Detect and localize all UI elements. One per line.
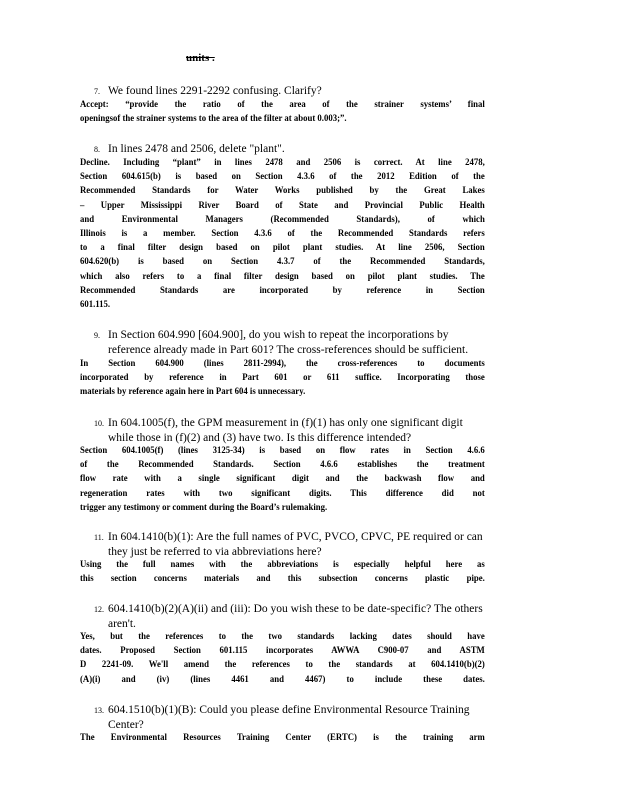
answer-line: of the Recommended Standards. Section 4.6.6 establishes the treatment: [80, 460, 485, 471]
answer-line: regeneration rates with two significant digits. This difference did not: [80, 488, 485, 499]
question-text: aren't.: [108, 618, 136, 630]
answer-line: (A)(i) and (iv) (lines 4461 and 4467) to include these dates.: [80, 674, 485, 685]
question-number: 9.: [94, 331, 100, 340]
question-8: [94, 142, 534, 157]
question-11: [94, 530, 534, 559]
answer-line: Section 604.615(b) is based on Section 4.3.6 of the 2012 Edition of the: [80, 172, 485, 183]
question-number: 12.: [94, 605, 104, 614]
answer-line: D 2241-09. We'll amend the references to the standards at 604.1410(b)(2): [80, 660, 485, 671]
answer-line: Accept: “provide the ratio of the area of the strainer systems’ final: [80, 100, 485, 110]
question-text: reference already made in Part 601? The cross-references should be sufficient.: [108, 344, 469, 356]
question-number: 8.: [94, 145, 100, 154]
answer-line: Using the full names with the abbreviations is especially helpful here as: [80, 560, 485, 570]
question-text: while those in (f)(2) and (3) have two. Is this difference intended?: [108, 432, 412, 444]
answer-line: Recommended Standards for Water Works published by the Great Lakes: [80, 186, 485, 197]
answer-line: which also refers to a final filter design based on pilot plant studies. The: [80, 271, 485, 282]
question-9: [94, 328, 534, 357]
answer-line: this section concerns materials and this subsection concerns plastic pipe.: [80, 574, 485, 585]
answer-line: In Section 604.900 (lines 2811-2994), the cross-references to documents: [80, 359, 485, 369]
answer-line: Illinois is a member. Section 4.3.6 of the Recommended Standards refers: [80, 229, 485, 240]
question-number: 10.: [94, 419, 104, 428]
question-number: 11.: [94, 533, 104, 542]
question-number: 7.: [94, 87, 100, 96]
answer-11: [80, 558, 485, 586]
answer-line: 601.115.: [80, 300, 111, 311]
answer-13: [80, 731, 485, 745]
question-text: In 604.1005(f), the GPM measurement in (f)(1) has only one significant digit: [108, 417, 463, 429]
question-text: they just be referred to via abbreviations here?: [108, 546, 322, 558]
answer-line: Decline. Including “plant” in lines 2478 and 2506 is correct. At line 2478,: [80, 158, 485, 168]
question-text: In 604.1410(b)(1): Are the full names of PVC, PVCO, CPVC, PE required or can: [108, 531, 483, 543]
answer-line: Recommended Standards are incorporated by reference in Section: [80, 285, 485, 296]
question-text: In lines 2478 and 2506, delete "plant".: [108, 143, 285, 155]
question-text: Center?: [108, 719, 144, 731]
answer-7: [80, 98, 485, 126]
question-text: We found lines 2291-2292 confusing. Clarify?: [108, 85, 322, 97]
question-number: 13.: [94, 706, 104, 715]
answer-10: [80, 444, 485, 515]
answer-line: openingsof the strainer systems to the area of the filter at about 0.003;”.: [80, 114, 347, 125]
question-text: 604.1410(b)(2)(A)(ii) and (iii): Do you wish these to be date-specific? The others: [108, 603, 483, 615]
answer-line: Section 604.1005(f) (lines 3125-34) is based on flow rates in Section 4.6.6: [80, 446, 485, 456]
answer-line: The Environmental Resources Training Center (ERTC) is the training arm: [80, 733, 485, 743]
answer-12: [80, 630, 485, 687]
question-12: [94, 602, 534, 631]
question-7: [94, 84, 534, 99]
answer-line: incorporated by reference in Part 601 or 611 suffice. Incorporating those: [80, 373, 485, 384]
answer-line: – Upper Mississippi River Board of State and Provincial Public Health: [80, 200, 485, 211]
answer-line: 604.620(b) is based on Section 4.3.7 of the Recommended Standards,: [80, 257, 485, 268]
answer-line: and Environmental Managers (Recommended Standards), of which: [80, 214, 485, 225]
answer-8: [80, 156, 485, 312]
answer-line: to a final filter design based on pilot plant studies. At line 2506, Section: [80, 243, 485, 254]
answer-line: trigger any testimony or comment during the Board’s rulemaking.: [80, 502, 328, 513]
answer-line: Yes, but the references to the two standards lacking dates should have: [80, 632, 485, 642]
answer-9: [80, 357, 485, 400]
answer-line: flow rate with a single significant digit and the backwash flow and: [80, 474, 485, 485]
struck-text-fragment: units .: [186, 52, 215, 64]
answer-line: dates. Proposed Section 601.115 incorporates AWWA C900-07 and ASTM: [80, 646, 485, 657]
question-text: In Section 604.990 [604.900], do you wish to repeat the incorporations by: [108, 329, 449, 341]
question-10: [94, 416, 534, 445]
question-13: [94, 703, 534, 732]
question-text: 604.1510(b)(1)(B): Could you please define Environmental Resource Training: [108, 704, 470, 716]
answer-line: materials by reference again here in Part 604 is unnecessary.: [80, 387, 306, 398]
